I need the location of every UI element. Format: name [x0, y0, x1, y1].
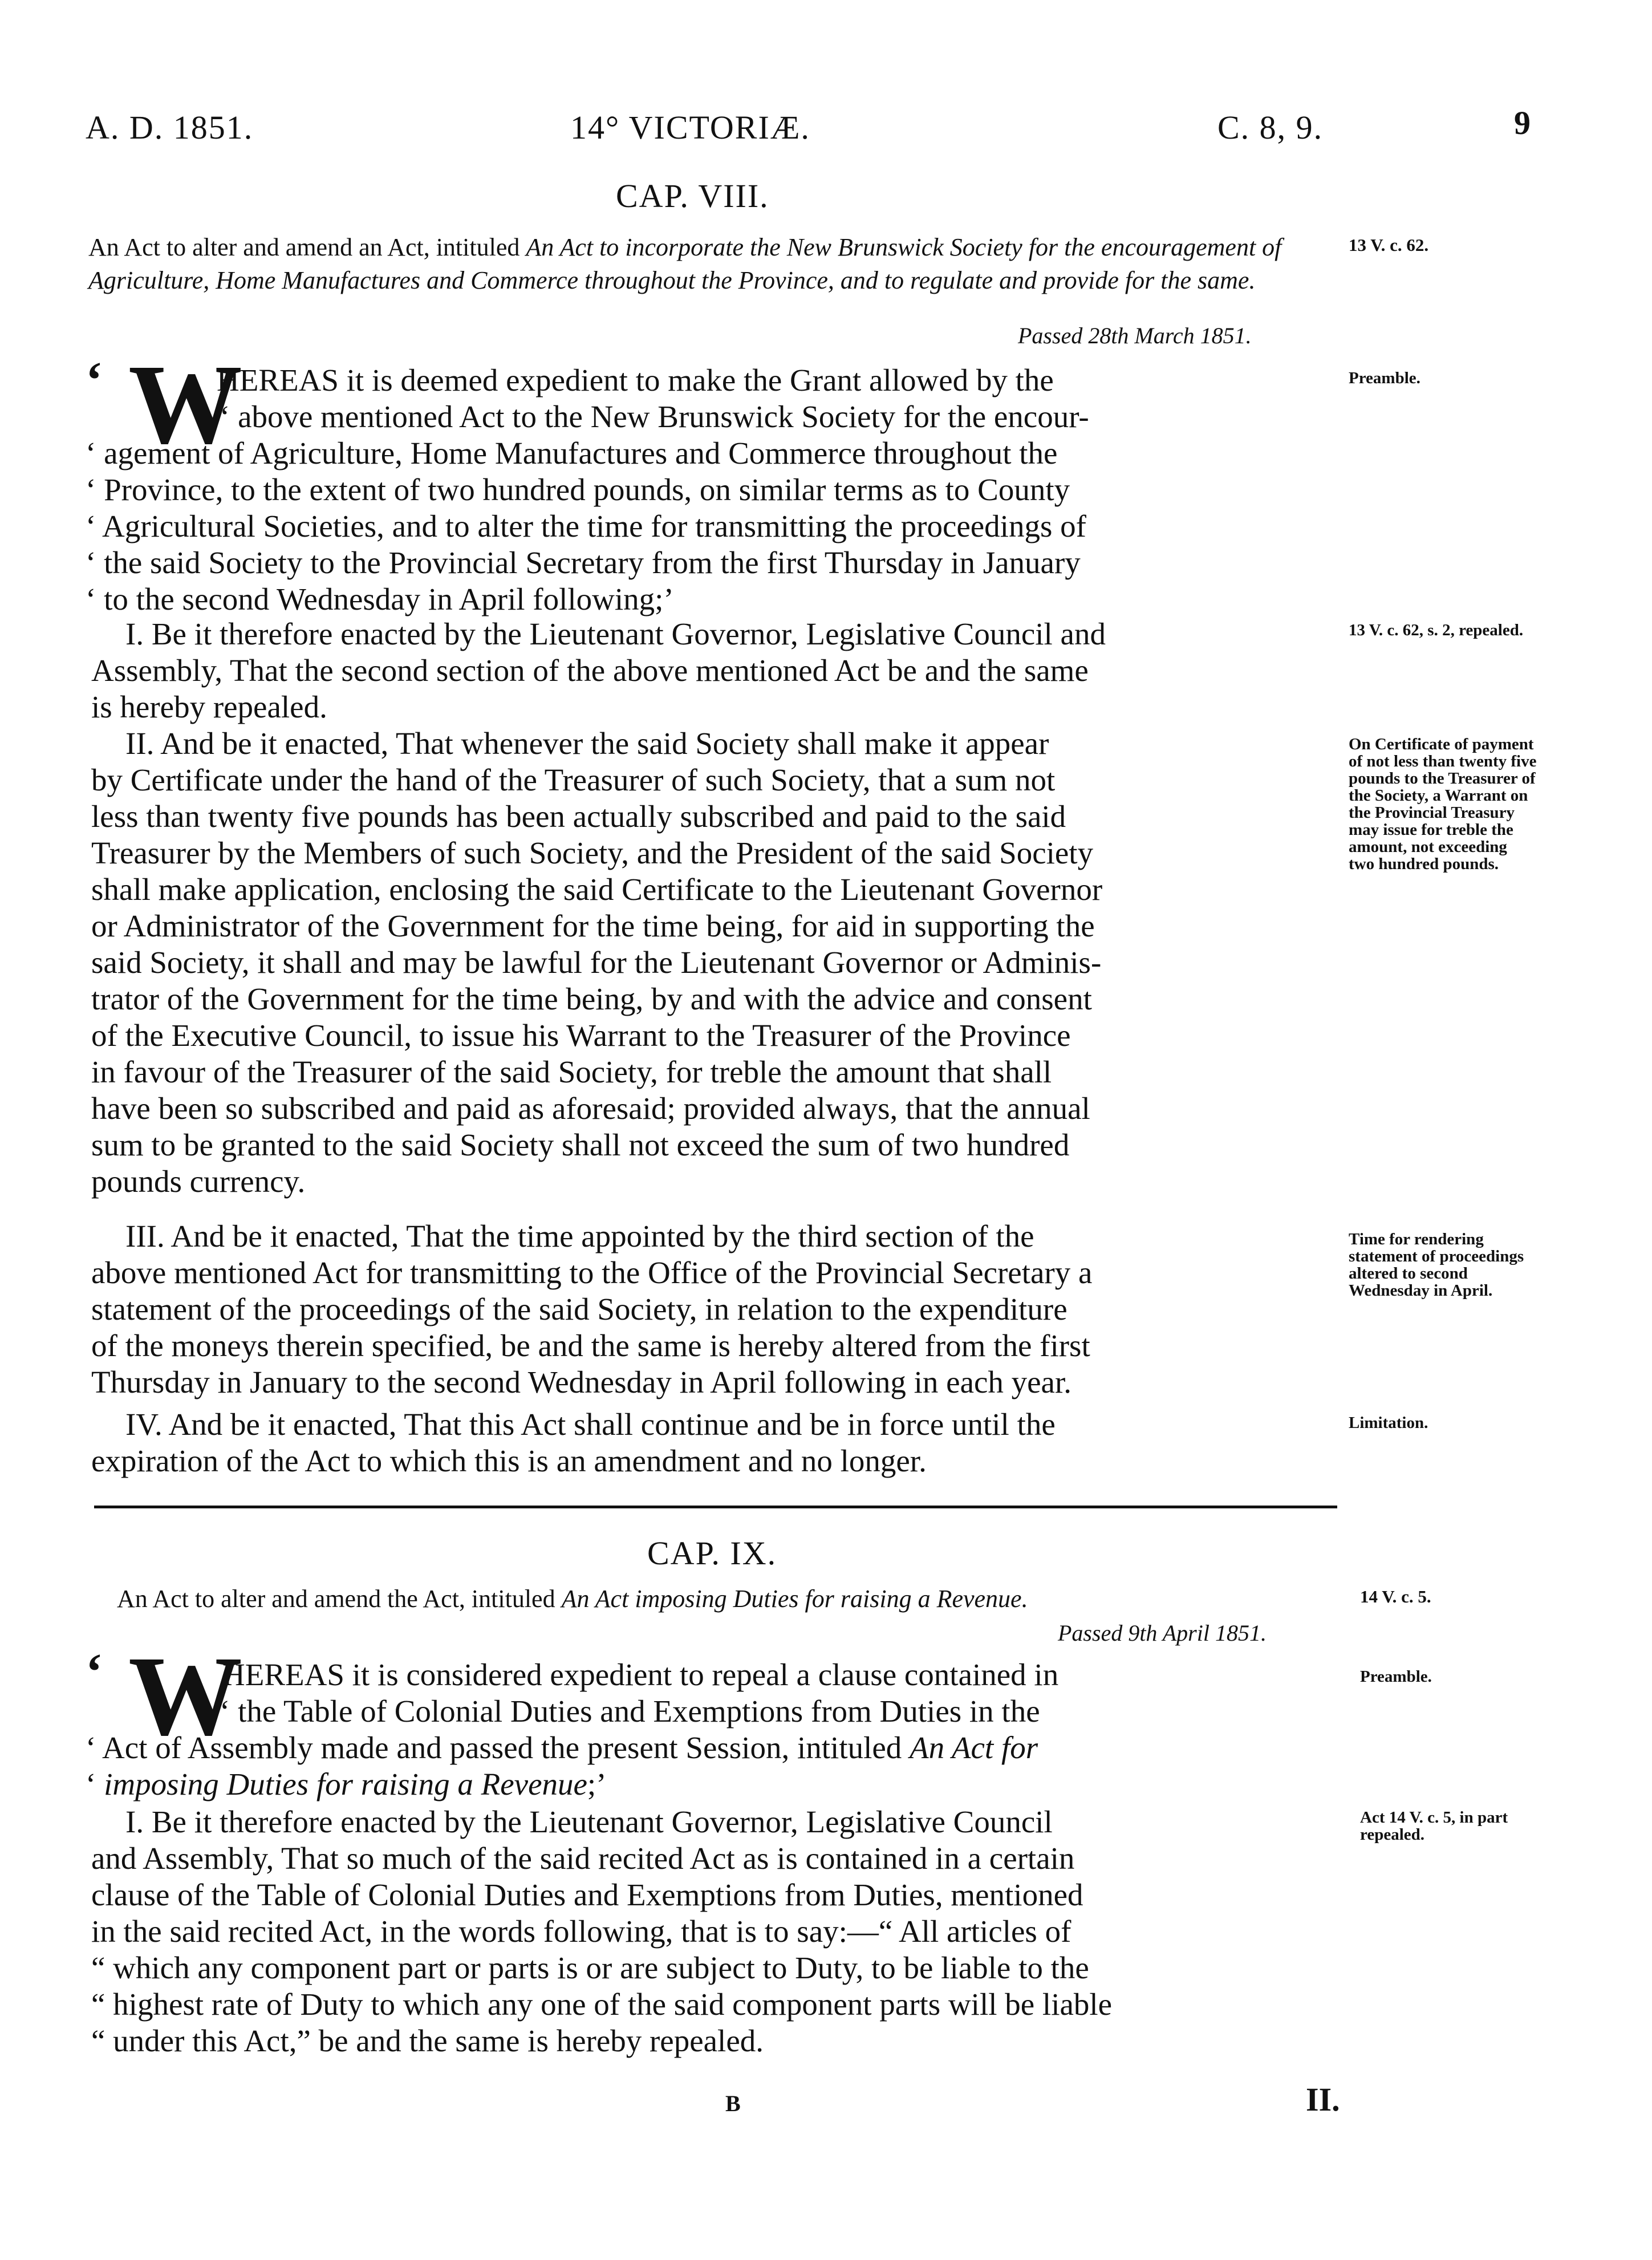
- cap8-sec3-line: Thursday in January to the second Wednesday in April following in each year.: [91, 1365, 1071, 1399]
- cap8-sec3-note: Time for rendering statement of proceedings altered to second Wednesday in April.: [1349, 1230, 1524, 1300]
- cap8-sec2-line: have been so subscribed and paid as aforesaid; provided always, that the annual: [91, 1091, 1090, 1126]
- cap8-sec2-line: of the Executive Council, to issue his Warrant to the Treasurer of the Province: [91, 1018, 1071, 1053]
- cap8-preamble-line: ‘ the said Society to the Provincial Secretary from the first Thursday in January: [86, 545, 1081, 580]
- cap8-sec4-line: expiration of the Act to which this is an amendment and no longer.: [91, 1443, 927, 1478]
- cap8-sec1-line: Assembly, That the second section of the above mentioned Act be and the same: [91, 653, 1089, 688]
- cap9-sec1-line: clause of the Table of Colonial Duties and Exemptions from Duties, mentioned: [91, 1877, 1083, 1912]
- cap9-preamble-line: [86, 1766, 607, 1803]
- cap8-sec2-line: pounds currency.: [91, 1164, 306, 1199]
- cap9-preamble-line4-prefix: ‘: [86, 1767, 104, 1801]
- cap8-title-plain: An Act to alter and amend an Act, intituled: [88, 233, 520, 261]
- cap9-preamble-line4-italic: imposing Duties for raising a Revenue: [104, 1767, 587, 1801]
- cap8-sec2-note: On Certificate of payment of not less than twenty five pounds to the Treasurer of the Society, a Warrant on the Provincial Treasury may issue for treble the amount, not exceeding two hundred pounds.: [1349, 735, 1537, 873]
- cap9-preamble-line: ‘ the Table of Colonial Duties and Exemptions from Duties in the: [220, 1694, 1040, 1729]
- cap9-sec1-line: “ which any component part or parts is or are subject to Duty, to be liable to the: [91, 1950, 1089, 1985]
- cap8-preamble-line: ‘ agement of Agriculture, Home Manufactures and Commerce throughout the: [86, 436, 1058, 470]
- signature-mark: B: [725, 2091, 741, 2116]
- cap8-sec2-line: sum to be granted to the said Society shall not exceed the sum of two hundred: [91, 1127, 1070, 1162]
- cap8-sec1-line: I. Be it therefore enacted by the Lieutenant Governor, Legislative Council and: [125, 616, 1106, 651]
- cap8-preamble-line: ‘ above mentioned Act to the New Brunswick Society for the encour-: [220, 399, 1089, 434]
- drop-cap-w: W: [128, 1633, 242, 1759]
- cap8-preamble-note: Preamble.: [1349, 369, 1420, 387]
- cap9-title-italic: An Act imposing Duties for raising a Revenue.: [561, 1585, 1028, 1613]
- cap8-preamble-line: ‘ Agricultural Societies, and to alter the time for transmitting the proceedings of: [86, 509, 1086, 543]
- cap9-preamble-line4-suffix: ;’: [587, 1767, 607, 1801]
- header-title: 14° VICTORIÆ.: [570, 109, 810, 146]
- cap8-sec2-line: by Certificate under the hand of the Treasurer of such Society, that a sum not: [91, 762, 1056, 797]
- cap9-heading: CAP. IX.: [647, 1535, 777, 1572]
- cap8-sec2-line: in favour of the Treasurer of the said Society, for treble the amount that shall: [91, 1054, 1052, 1089]
- cap8-sec3-line: of the moneys therein specified, be and the same is hereby altered from the first: [91, 1328, 1090, 1363]
- cap8-passed-date: Passed 28th March 1851.: [1018, 323, 1252, 348]
- header-year: A. D. 1851.: [86, 109, 254, 146]
- cap8-sec2-line: Treasurer by the Members of such Society, and the President of the said Society: [91, 835, 1094, 870]
- cap8-sec2-line: said Society, it shall and may be lawful for the Lieutenant Governor or Adminis-: [91, 945, 1102, 980]
- opening-quote: ‘: [86, 352, 103, 408]
- cap9-sec1-line: I. Be it therefore enacted by the Lieutenant Governor, Legislative Council: [125, 1804, 1053, 1839]
- cap9-preamble-note: Preamble.: [1360, 1667, 1432, 1686]
- opening-quote: ‘: [86, 1644, 103, 1700]
- cap8-sec2-line: shall make application, enclosing the said Certificate to the Lieutenant Governor: [91, 872, 1103, 907]
- cap9-title-plain: An Act to alter and amend the Act, intituled: [117, 1585, 555, 1613]
- cap8-sec2-line: less than twenty five pounds has been actually subscribed and paid to the said: [91, 799, 1066, 834]
- cap8-sec2-line: or Administrator of the Government for the time being, for aid in supporting the: [91, 908, 1095, 943]
- drop-cap-w: W: [128, 342, 242, 468]
- cap9-sec1-line: in the said recited Act, in the words following, that is to say:—“ All articles of: [91, 1914, 1071, 1949]
- cap9-preamble-line: [86, 1730, 1038, 1766]
- cap9-preamble-line3-plain: ‘ Act of Assembly made and passed the present Session, intituled: [86, 1730, 902, 1765]
- cap9-sec1-line: “ under this Act,” be and the same is hereby repealed.: [91, 2023, 764, 2058]
- cap8-sec1-line: is hereby repealed.: [91, 689, 327, 724]
- cap8-sec2-line: II. And be it enacted, That whenever the said Society shall make it appear: [125, 726, 1049, 761]
- cap9-passed-date: Passed 9th April 1851.: [1058, 1620, 1267, 1646]
- cap8-sec4-note: Limitation.: [1349, 1414, 1428, 1432]
- cap9-sec1-line: “ highest rate of Duty to which any one of the said component parts will be liable: [91, 1987, 1113, 2022]
- cap8-sec3-line: above mentioned Act for transmitting to the Office of the Provincial Secretary a: [91, 1255, 1093, 1290]
- cap9-side-ref: 14 V. c. 5.: [1360, 1587, 1431, 1606]
- cap9-title: [117, 1583, 1028, 1616]
- header-chapters: C. 8, 9.: [1217, 109, 1324, 146]
- cap9-preamble-line3-italic: An Act for: [910, 1730, 1038, 1765]
- cap8-side-ref: 13 V. c. 62.: [1349, 235, 1429, 255]
- cap8-title-italic: An Act to incorporate the New Brunswick Society for the encouragement of Agriculture, Home Manufactures and Commerce throughout the Province, and to regulate and provide for the same.: [88, 233, 1282, 294]
- catchword: II.: [1306, 2081, 1340, 2118]
- cap8-preamble-line: ‘ to the second Wednesday in April following;’: [86, 582, 674, 616]
- cap8-sec2-line: trator of the Government for the time being, by and with the advice and consent: [91, 981, 1092, 1016]
- cap9-sec1-note: Act 14 V. c. 5, in part repealed.: [1360, 1808, 1508, 1844]
- cap8-sec4-line: IV. And be it enacted, That this Act shall continue and be in force until the: [125, 1407, 1056, 1442]
- cap9-preamble-line: HEREAS it is considered expedient to repeal a clause contained in: [222, 1657, 1059, 1692]
- page-number: 9: [1514, 104, 1532, 141]
- cap8-preamble-line: HEREAS it is deemed expedient to make the Grant allowed by the: [217, 363, 1054, 397]
- cap8-sec1-note: 13 V. c. 62, s. 2, repealed.: [1349, 621, 1524, 639]
- cap8-heading: CAP. VIII.: [616, 177, 769, 214]
- cap9-sec1-line: and Assembly, That so much of the said recited Act as is contained in a certain: [91, 1841, 1075, 1876]
- cap8-sec3-line: III. And be it enacted, That the time appointed by the third section of the: [125, 1219, 1034, 1253]
- section-divider: [94, 1506, 1337, 1508]
- cap8-sec3-line: statement of the proceedings of the said Society, in relation to the expenditure: [91, 1292, 1067, 1326]
- cap8-preamble-line: ‘ Province, to the extent of two hundred pounds, on similar terms as to County: [86, 472, 1070, 507]
- cap8-title: [88, 231, 1337, 297]
